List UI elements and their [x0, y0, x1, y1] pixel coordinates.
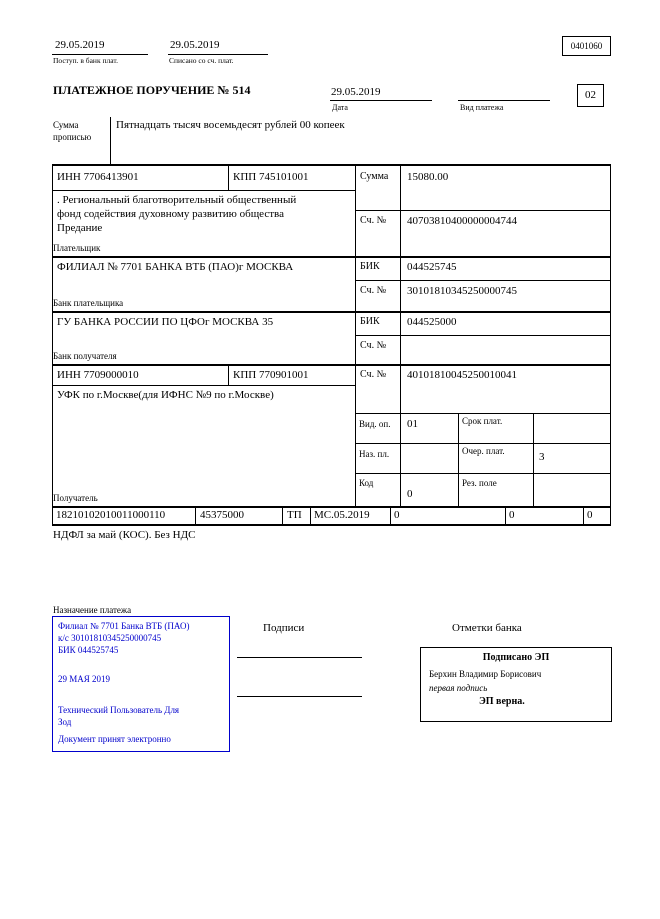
signature-stamp-title: Подписано ЭП	[482, 652, 550, 663]
value-column-divider	[400, 256, 401, 311]
document-date: 29.05.2019	[331, 86, 381, 98]
value-column-divider	[400, 364, 401, 506]
status-code-box	[577, 84, 604, 107]
inn-row-underline	[52, 190, 355, 191]
tax-cell-divider	[282, 508, 283, 524]
payer-account: 40703810400000004744	[407, 215, 517, 227]
kbk-code: 18210102010011000110	[56, 509, 166, 521]
date-underline	[330, 100, 432, 101]
payee-inn: ИНН 7709000010	[57, 369, 139, 381]
details-row-line	[355, 473, 610, 474]
tax-cell-divider	[310, 508, 311, 524]
payer-kpp: КПП 745101001	[233, 171, 309, 183]
ocher-plat-label: Очер. плат.	[462, 446, 505, 456]
received-in-bank-date: 29.05.2019	[55, 39, 105, 51]
details-row-line	[355, 413, 610, 414]
tax-period: МС.05.2019	[314, 509, 370, 521]
form-code-box	[562, 36, 611, 56]
amount-words-divider	[110, 117, 111, 165]
payer-bank-account: 30101810345250000745	[407, 285, 517, 297]
bank-stamp-line: к/с 30101810345250000745	[58, 633, 162, 643]
details-column-divider	[533, 413, 534, 506]
document-title: ПЛАТЕЖНОЕ ПОРУЧЕНИЕ № 514	[53, 83, 251, 97]
payer-section-label: Плательщик	[53, 243, 101, 253]
payer-bank-name: ФИЛИАЛ № 7701 БАНКА ВТБ (ПАО)г МОСКВА	[57, 261, 294, 273]
bank-stamp-date: 29 МАЯ 2019	[58, 674, 111, 684]
payer-bank-bik: 044525745	[407, 261, 457, 273]
inn-kpp-divider	[228, 366, 229, 385]
payee-section-label: Получатель	[53, 493, 98, 503]
received-in-bank-label: Поступ. в банк плат.	[53, 56, 118, 65]
payee-bank-section-label: Банк получателя	[53, 351, 117, 361]
status-code: 02	[585, 89, 596, 101]
payer-name: . Региональный благотворительный общественный фонд содействия духовному развитию общества Предание	[57, 194, 297, 234]
payer-section-border	[52, 256, 611, 258]
vid-op-value: 01	[407, 418, 418, 430]
signature-line	[237, 696, 362, 697]
payee-account: 40101810045250010041	[407, 369, 517, 381]
payer-bank-section-border	[52, 311, 611, 313]
tax-cell-divider	[505, 508, 506, 524]
srok-plat-label: Срок плат.	[462, 416, 503, 426]
amount-in-words-value: Пятнадцать тысяч восемьдесят рублей 00 копеек	[116, 119, 345, 131]
payer-bank-account-label: Сч. №	[360, 285, 387, 296]
bank-stamp-line: Документ принят электронно	[58, 734, 171, 744]
table-left-border	[52, 164, 53, 526]
signatures-label: Подписи	[263, 622, 305, 634]
payee-bank-section-border	[52, 364, 611, 366]
payee-inn-row-underline	[52, 385, 355, 386]
sum-label: Сумма	[360, 171, 389, 182]
payer-bank-section-label: Банк плательщика	[53, 298, 124, 308]
signature-stamp-subtitle: первая подпись	[429, 683, 488, 693]
bank-stamp-box	[52, 616, 230, 752]
payment-purpose-text: НДФЛ за май (КОС). Без НДС	[53, 529, 196, 541]
signature-line	[237, 657, 362, 658]
payee-section-border	[52, 506, 611, 508]
table-top-border	[52, 164, 611, 166]
rez-pole-label: Рез. поле	[462, 478, 497, 488]
bank-stamp-line: Филиал № 7701 Банка ВТБ (ПАО)	[58, 621, 190, 631]
tax-cell-divider	[390, 508, 391, 524]
bik-row-underline	[355, 335, 610, 336]
sum-row-underline	[355, 210, 610, 211]
payment-kind-label: Вид платежа	[460, 103, 504, 112]
debited-date: 29.05.2019	[170, 39, 220, 51]
amount-words-label-2: прописью	[53, 132, 92, 142]
payment-basis: ТП	[287, 509, 302, 521]
form-code: 0401060	[570, 41, 603, 51]
kod-value: 0	[407, 488, 413, 500]
payment-kind-underline	[458, 100, 550, 101]
bank-stamp-line: БИК 044525745	[58, 645, 119, 655]
bank-marks-label: Отметки банка	[452, 622, 522, 634]
payee-bank-name: ГУ БАНКА РОССИИ ПО ЦФОг МОСКВА 35	[57, 316, 274, 328]
amount-words-label-1: Сумма	[53, 120, 79, 130]
payer-account-label: Сч. №	[360, 215, 387, 226]
bank-stamp-line: Зод	[58, 717, 72, 727]
payer-inn: ИНН 7706413901	[57, 171, 139, 183]
payee-kpp: КПП 770901001	[233, 369, 309, 381]
details-column-divider	[458, 413, 459, 506]
table-right-border	[610, 164, 611, 526]
signer-name: Берхин Владимир Борисович	[429, 669, 542, 679]
payee-bank-account-label: Сч. №	[360, 340, 387, 351]
sum-value: 15080.00	[407, 171, 449, 183]
received-date-underline	[52, 54, 148, 55]
label-column-divider	[355, 311, 356, 364]
label-column-divider	[355, 256, 356, 311]
label-column-divider	[355, 166, 356, 256]
signature-stamp-verdict: ЭП верна.	[479, 696, 525, 707]
signature-stamp-box	[420, 647, 612, 722]
tax-doc-date: 0	[509, 509, 515, 521]
kod-label: Код	[359, 478, 374, 488]
tax-cell-divider	[195, 508, 196, 524]
debited-label: Списано со сч. плат.	[169, 56, 234, 65]
payment-purpose-label: Назначение платежа	[53, 605, 132, 615]
bank-stamp-line: Технический Пользователь Для	[58, 705, 180, 715]
value-column-divider	[400, 311, 401, 364]
payee-bank-bik: 044525000	[407, 316, 457, 328]
vid-op-label: Вид. оп.	[359, 419, 391, 429]
tax-row-bottom-border	[52, 524, 611, 526]
label-column-divider	[355, 364, 356, 506]
bik-row-underline	[355, 280, 610, 281]
payee-name: УФК по г.Москве(для ИФНС №9 по г.Москве)	[57, 389, 274, 401]
payee-bank-bik-label: БИК	[360, 316, 380, 327]
payee-account-label: Сч. №	[360, 369, 387, 380]
debited-date-underline	[168, 54, 268, 55]
tax-doc-number: 0	[394, 509, 400, 521]
date-label: Дата	[332, 103, 348, 112]
payer-bank-bik-label: БИК	[360, 261, 380, 272]
tax-cell-divider	[583, 508, 584, 524]
value-column-divider	[400, 166, 401, 256]
naz-pl-label: Наз. пл.	[359, 449, 390, 459]
oktmo-code: 45375000	[200, 509, 244, 521]
details-row-line	[355, 443, 610, 444]
inn-kpp-divider	[228, 166, 229, 190]
ocher-plat-value: 3	[539, 451, 545, 463]
tax-payment-type: 0	[587, 509, 593, 521]
